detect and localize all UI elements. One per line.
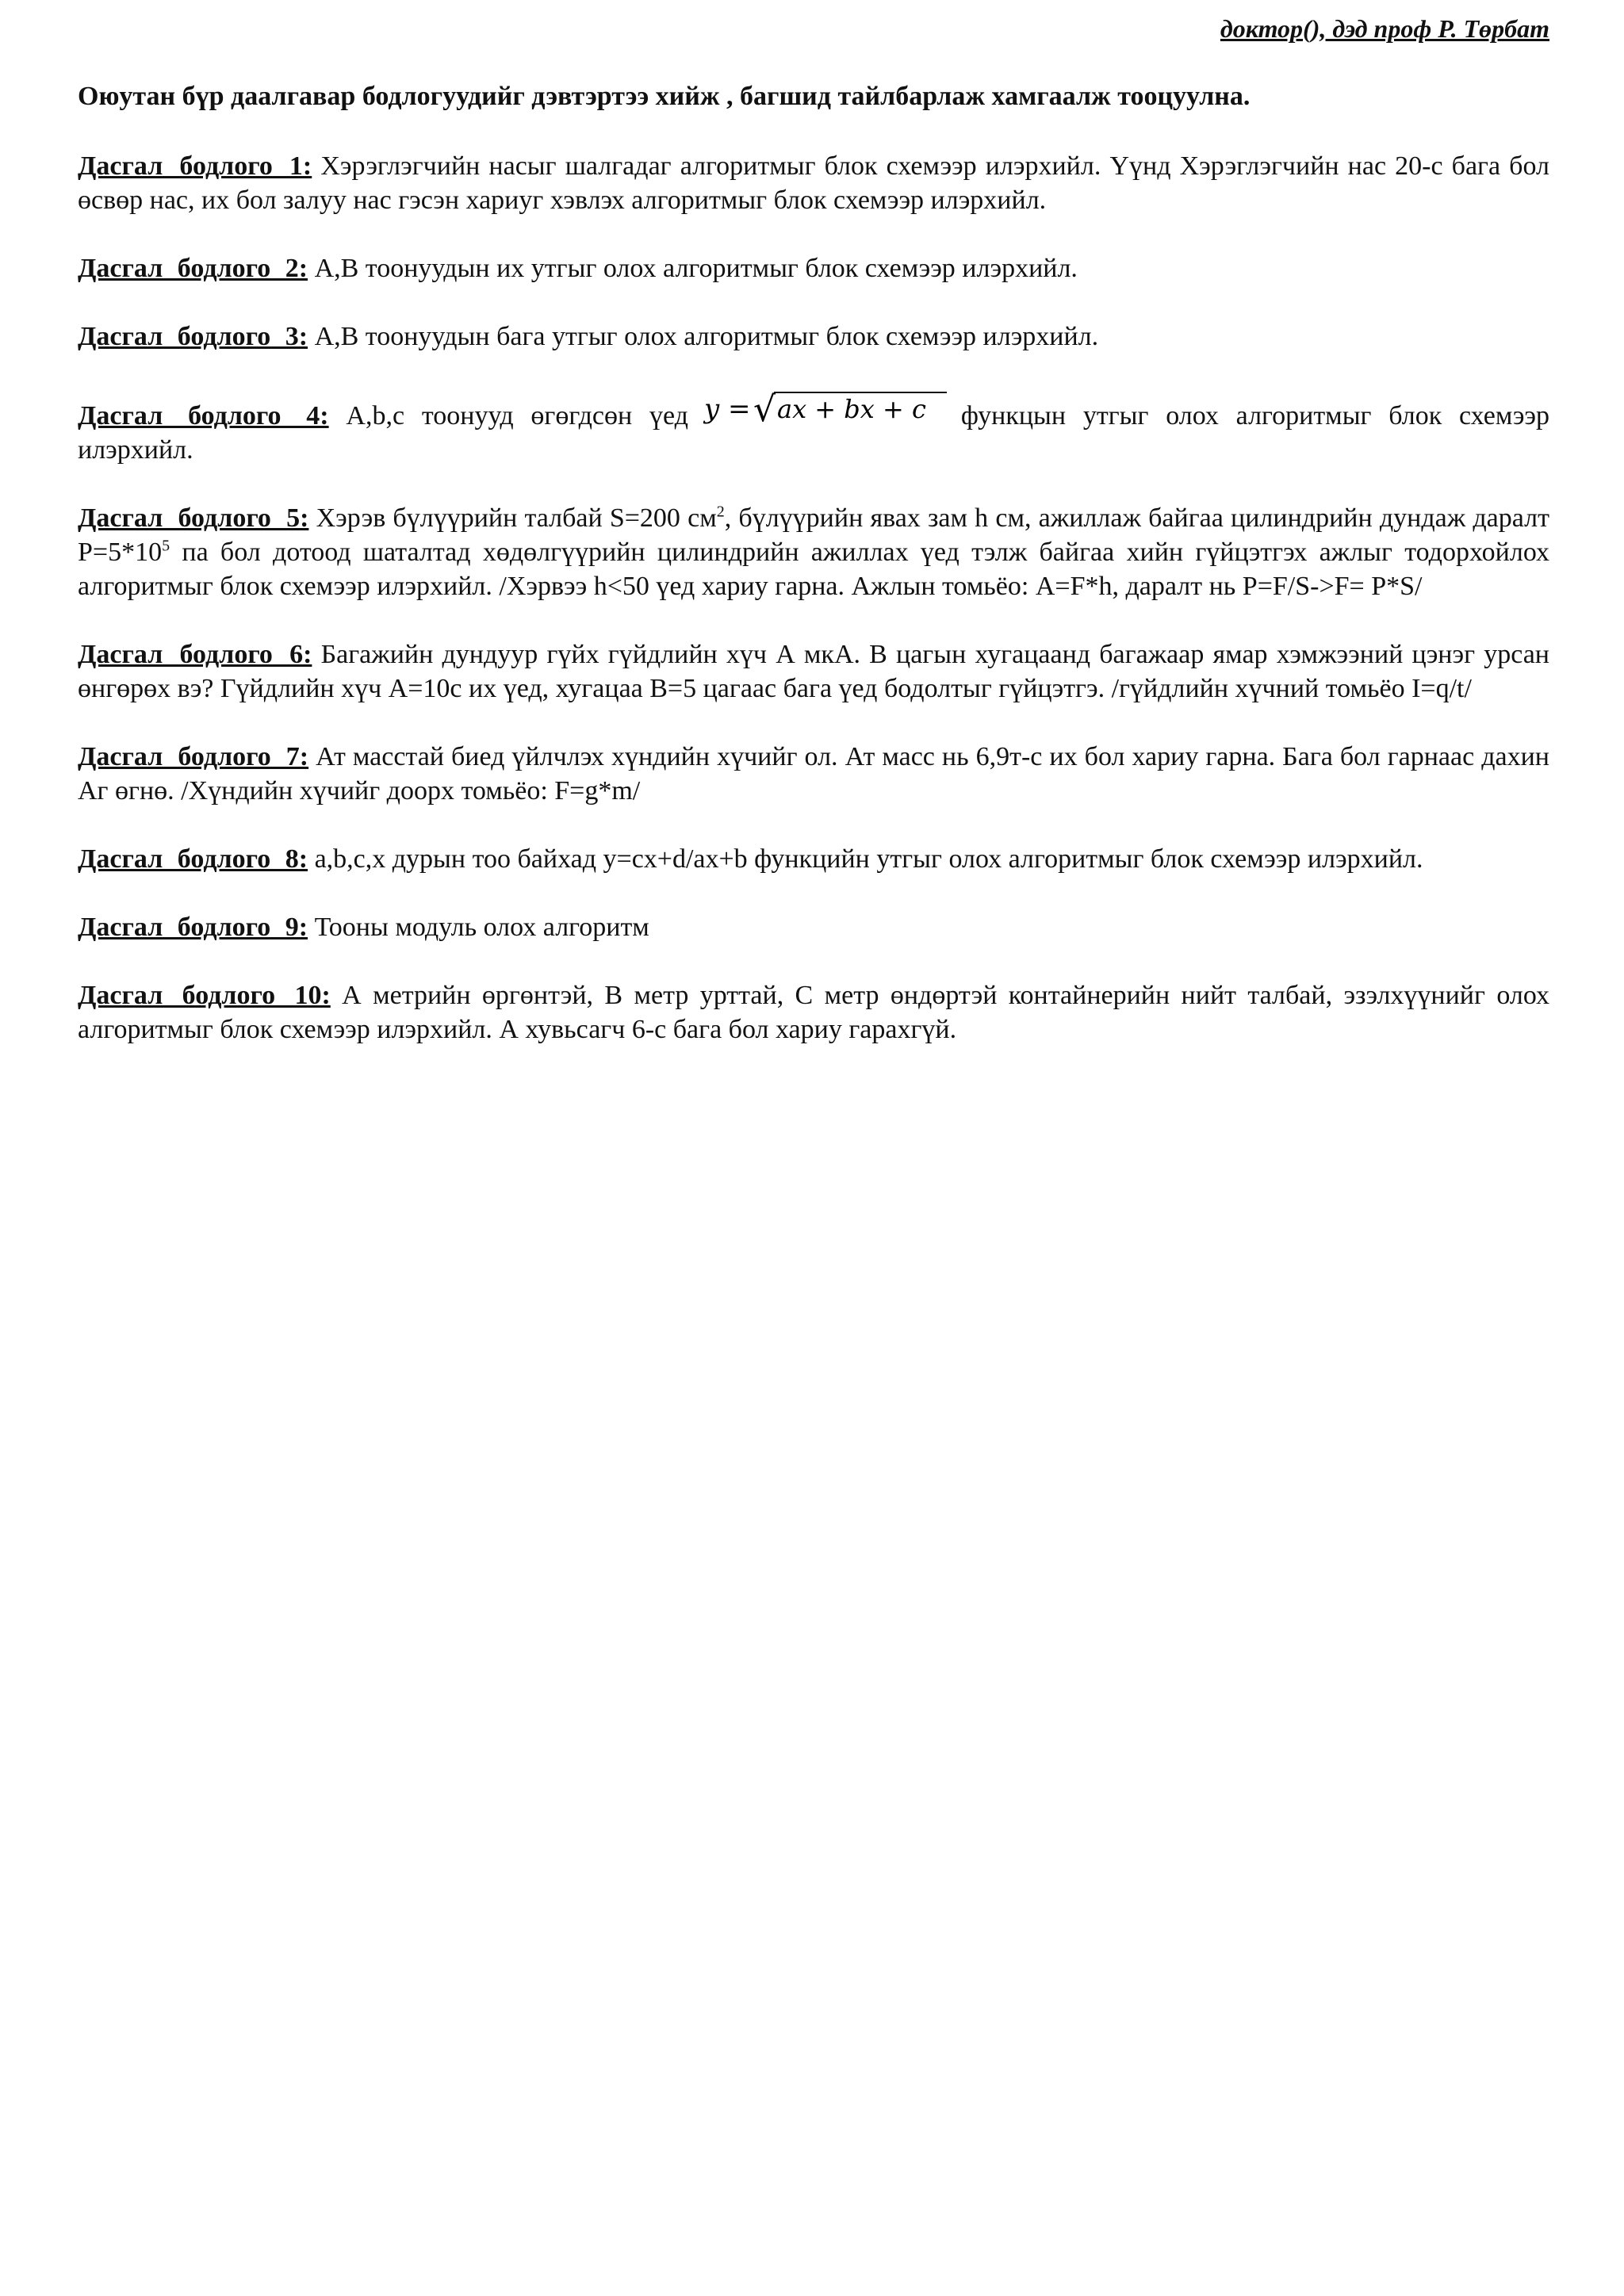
exercise-label: Дасгал бодлого 10:: [78, 981, 331, 1010]
exercise-text-after: функцын утгыг олох алгоритмыг блок схемээр илэрхийл.: [78, 401, 1549, 465]
exercise-label: Дасгал бодлого 9:: [78, 913, 308, 942]
exercise-text-part-b: , бүлүүрийн явах зам h см, ажиллаж байгаа цилиндрийн дундаж даралт P=5*10: [78, 503, 1549, 567]
exercise-5: [78, 501, 1549, 603]
document-body: [78, 79, 1549, 1081]
exercise-label: Дасгал бодлого 6:: [78, 640, 312, 669]
exercise-7: [78, 740, 1549, 808]
exercise-10: [78, 978, 1549, 1047]
exercise-text: Ат масстай биед үйлчлэх хүндийн хүчийг ол. Ат масс нь 6,9т-с их бол хариу гарна. Бага бол гарнаас дахин Аг өгнө. /Хүндийн хүчийг доорх томьёо: F=g*m/: [78, 742, 1550, 806]
exercise-text: A,B тоонуудын их утгыг олох алгоритмыг блок схемээр илэрхийл.: [308, 254, 1078, 283]
instruction-text: Оюутан бүр даалгавар бодлогуудийг дэвтэртээ хийж , багшид тайлбарлаж хамгаалж тооцуулна.: [78, 82, 1251, 111]
exercise-label: Дасгал бодлого 7:: [78, 742, 309, 771]
exercise-label: Дасгал бодлого 4:: [78, 401, 329, 430]
exercise-1: [78, 149, 1549, 217]
superscript-5: 5: [162, 537, 170, 555]
formula-y: y: [703, 393, 720, 425]
superscript-2: 2: [716, 503, 725, 521]
exercise-6: [78, 637, 1549, 706]
exercise-4: [78, 388, 1549, 467]
formula-radical: √: [753, 389, 776, 429]
exercise-label: Дасгал бодлого 8:: [78, 844, 308, 874]
exercise-text: a,b,c,x дурын тоо байхад y=cx+d/ax+b функцийн утгыг олох алгоритмыг блок схемээр илэрхийл.: [308, 844, 1423, 874]
exercise-label: Дасгал бодлого 5:: [78, 503, 309, 533]
exercise-8: [78, 842, 1549, 876]
exercise-label: Дасгал бодлого 3:: [78, 322, 308, 351]
author-header: доктор(), дэд проф Р. Төрбат: [1220, 14, 1549, 43]
exercise-3: [78, 320, 1549, 354]
exercise-label: Дасгал бодлого 2:: [78, 254, 308, 283]
exercise-text-part-a: Хэрэв бүлүүрийн талбай S=200 см: [308, 503, 717, 533]
exercise-label: Дасгал бодлого 1:: [78, 151, 312, 181]
exercise-text-part-c: па бол дотоод шаталтад хөдөлгүүрийн цилиндрийн ажиллах үед тэлж байгаа хийн гүйцэтгэх ажлыг тодорхойлох алгоритмыг блок схемээр илэрхийл. /Хэрвээ h<50 үед хариу гарна. Ажлын томьёо: A=F*h, даралт нь P=F/S->F= P*S/: [78, 538, 1549, 601]
exercise-9: [78, 910, 1549, 944]
exercise-text: Багажийн дундуур гүйх гүйдлийн хүч А мкА. В цагын хугацаанд багажаар ямар хэмжээний цэнэг урсан өнгөрөх вэ? Гүйдлийн хүч А=10с их үед, хугацаа В=5 цагаас бага үед бодолтыг гүйцэтгэ. /гүйдлийн хүчний томьёо I=q/t/: [78, 640, 1549, 703]
sqrt-formula: [699, 388, 950, 429]
formula-radicand: ax + bx + c: [776, 394, 926, 424]
formula-equals: =: [727, 393, 751, 425]
exercise-text: A,B тоонуудын бага утгыг олох алгоритмыг блок схемээр илэрхийл.: [308, 322, 1099, 351]
exercise-2: [78, 251, 1549, 285]
exercise-text: Хэрэглэгчийн насыг шалгадаг алгоритмыг блок схемээр илэрхийл. Үүнд Хэрэглэгчийн нас 20-с бага бол өсвөр нас, их бол залуу нас гэсэн хариуг хэвлэх алгоритмыг блок схемээр илэрхийл.: [78, 151, 1549, 215]
exercise-text: A,b,c тоонууд өгөгдсөн үед: [328, 401, 688, 430]
exercise-text: Тооны модуль олох алгоритм: [308, 913, 649, 942]
exercise-text: А метрийн өргөнтэй, В метр урттай, С метр өндөртэй контайнерийн нийт талбай, эзэлхүүнийг олох алгоритмыг блок схемээр илэрхийл. А хувьсагч 6-с бага бол хариу гарахгүй.: [78, 981, 1549, 1044]
